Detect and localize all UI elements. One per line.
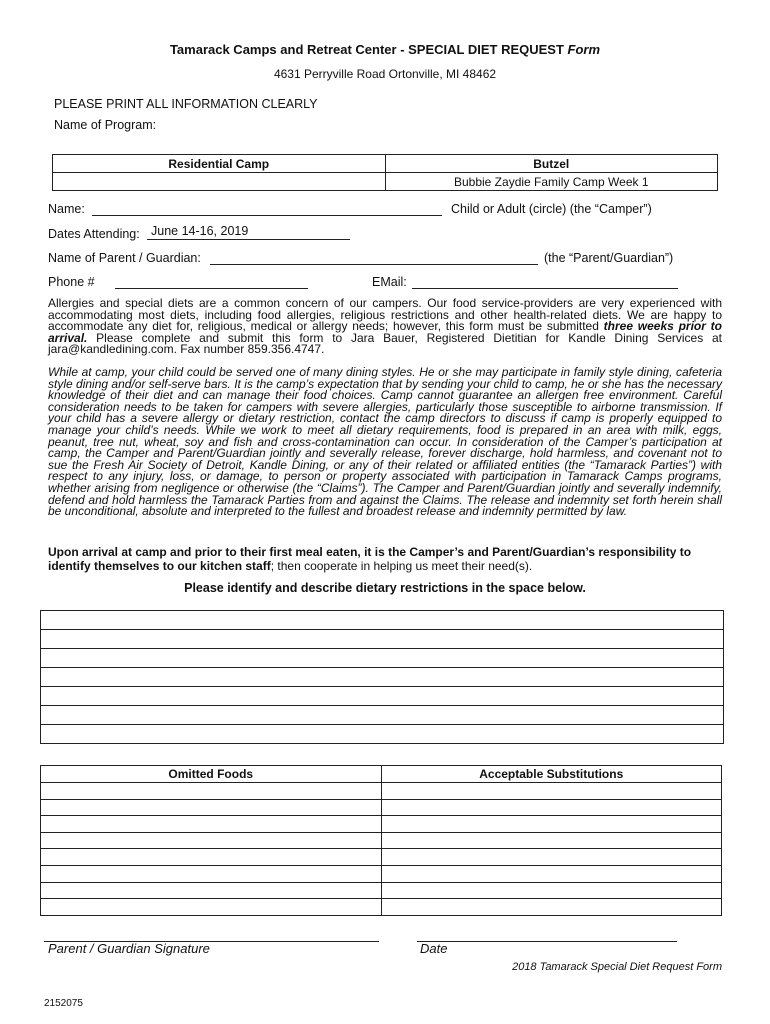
dates-field[interactable] <box>147 225 350 240</box>
substitution-cell[interactable] <box>381 849 722 866</box>
allergy-text-a: Allergies and special diets are a common concern of our campers. Our food service-providers are very experienced with accommodating most diets, including food allergies, religious restrictions and other health-related diets. We are happy to accommodate any diet for, religious, medical or allergy needs; however, this form must be submitted <box>48 296 722 334</box>
print-clearly-notice: PLEASE PRINT ALL INFORMATION CLEARLY <box>54 97 318 111</box>
substitution-cell[interactable] <box>381 882 722 899</box>
allergy-text-b: Please complete and submit this form to Jara Bauer, Registered Dietitian for Kandle Dining Services at jara@kandledining.com. Fax number 859.356.4747. <box>48 330 722 357</box>
omitted-food-cell[interactable] <box>41 865 382 882</box>
omitted-foods-header: Omitted Foods <box>41 766 382 783</box>
restriction-line[interactable] <box>41 630 723 649</box>
allergy-paragraph <box>48 298 722 356</box>
table-row <box>41 783 722 800</box>
child-adult-label[interactable]: Child or Adult (circle) (the “Camper”) <box>451 202 652 216</box>
omitted-food-cell[interactable] <box>41 899 382 916</box>
table-row <box>41 882 722 899</box>
substitution-cell[interactable] <box>381 816 722 833</box>
form-title <box>0 42 770 57</box>
form-number: 2152075 <box>44 998 83 1009</box>
substitution-cell[interactable] <box>381 899 722 916</box>
omitted-food-cell[interactable] <box>41 816 382 833</box>
form-title-form-word: Form <box>567 42 601 57</box>
dates-value: June 14-16, 2019 <box>151 224 249 238</box>
date-label: Date <box>420 941 448 956</box>
release-paragraph: While at camp, your child could be served one of many dining styles. He or she may participate in family style dining, cafeteria style dining and/or self-serve bars. It is the camp’s expectation that by sending your child to camp, he or she has the necessary knowledge of their diet and can manage their food choices. Camp cannot guarantee an allergen free environment. Careful consideration needs to be taken for campers with severe allergies, particularly those susceptible to airborne transmission. If your child has a severe allergy or dietary restriction, contact the camp directors to discuss if camp is properly equipped to manage your child’s needs. While we work to meet all dietary requirements, food is prepared in an area with milk, eggs, peanut, tree nut, wheat, soy and fish and cross-contamination can occur. In consideration of the Camper’s participation at camp, the Camper and Parent/Guardian jointly and severally release, forever discharge, hold harmless, and covenant not to sue the Fresh Air Society of Detroit, Kandle Dining, or any of their related or affiliated entities (the “Tamarack Parties”) with respect to any injury, loss, or damage, to person or property associated with participation in Tamarack Camps programs, whether arising from negligence or otherwise (the “Claims”). The Camper and Parent/Guardian jointly and severally indemnify, defend and hold harmless the Tamarack Parties from and against the Claims. The release and indemnity set forth herein shall be unconditional, absolute and interpreted to the fullest and broadest release and indemnity permitted by law. <box>48 365 722 519</box>
parent-guardian-suffix: (the “Parent/Guardian”) <box>544 251 674 265</box>
phone-label: Phone # <box>48 275 95 289</box>
arrival-paragraph <box>48 545 722 573</box>
foods-table <box>40 765 722 916</box>
butzel-program-value[interactable]: Bubbie Zaydie Family Camp Week 1 <box>385 173 718 191</box>
program-label: Name of Program: <box>54 118 157 132</box>
email-label: EMail: <box>372 275 407 289</box>
omitted-food-cell[interactable] <box>41 832 382 849</box>
restriction-line[interactable] <box>41 649 723 668</box>
camp-address: 4631 Perryville Road Ortonville, MI 48462 <box>273 67 497 81</box>
name-label: Name: <box>48 202 85 216</box>
restrictions-heading: Please identify and describe dietary restrictions in the space below. <box>184 581 586 595</box>
restriction-line[interactable] <box>41 687 723 706</box>
table-row <box>41 832 722 849</box>
substitution-cell[interactable] <box>381 832 722 849</box>
arrival-rest: ; then cooperate in helping us meet their need(s). <box>270 559 533 573</box>
substitution-cell[interactable] <box>381 865 722 882</box>
table-row <box>41 799 722 816</box>
table-row <box>41 816 722 833</box>
omitted-food-cell[interactable] <box>41 799 382 816</box>
parent-field[interactable] <box>210 250 538 265</box>
omitted-food-cell[interactable] <box>41 849 382 866</box>
program-table <box>52 154 718 191</box>
table-row <box>41 899 722 916</box>
restriction-line[interactable] <box>41 611 723 630</box>
email-field[interactable] <box>412 274 678 289</box>
restriction-line[interactable] <box>41 725 723 743</box>
three-weeks-emphasis: three weeks prior to arrival. <box>48 319 722 345</box>
table-row <box>41 865 722 882</box>
arrival-bold: Upon arrival at camp and prior to their first meal eaten, it is the Camper’s and Parent/Guardian’s responsibility to identify themselves to our kitchen staff <box>48 545 692 573</box>
restrictions-box[interactable] <box>40 610 724 744</box>
butzel-header[interactable]: Butzel <box>385 155 718 173</box>
restriction-line[interactable] <box>41 668 723 687</box>
phone-field[interactable] <box>115 274 308 289</box>
table-row <box>41 849 722 866</box>
parent-label: Name of Parent / Guardian: <box>48 251 201 265</box>
omitted-food-cell[interactable] <box>41 783 382 800</box>
signature-label: Parent / Guardian Signature <box>48 941 210 956</box>
residential-camp-header[interactable]: Residential Camp <box>53 155 386 173</box>
substitution-cell[interactable] <box>381 783 722 800</box>
substitutions-header: Acceptable Substitutions <box>381 766 722 783</box>
residential-camp-value[interactable] <box>53 173 386 191</box>
substitution-cell[interactable] <box>381 799 722 816</box>
form-version: 2018 Tamarack Special Diet Request Form <box>512 961 722 973</box>
date-line[interactable] <box>417 941 677 942</box>
restriction-line[interactable] <box>41 706 723 725</box>
form-title-main: Tamarack Camps and Retreat Center - SPECIAL DIET REQUEST <box>169 42 564 57</box>
name-field[interactable] <box>92 201 442 216</box>
dates-label: Dates Attending: <box>48 227 140 241</box>
omitted-food-cell[interactable] <box>41 882 382 899</box>
